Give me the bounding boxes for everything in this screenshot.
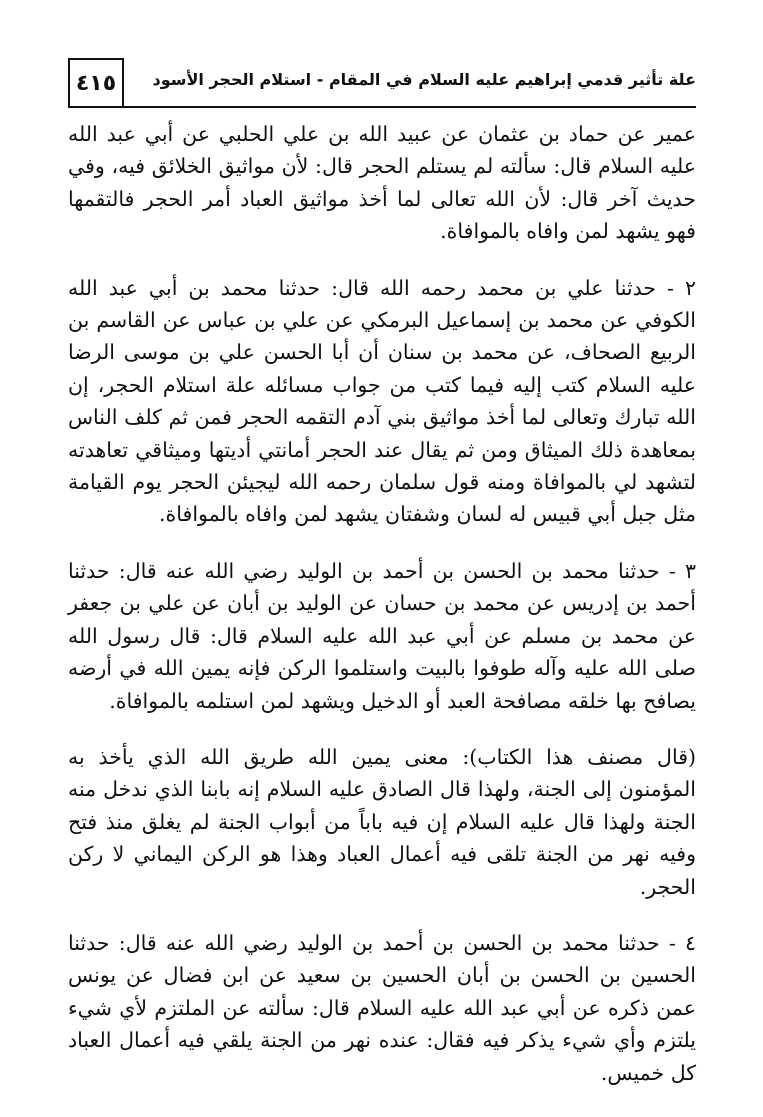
paragraph-1: عمير عن حماد بن عثمان عن عبيد الله بن علي الحلبي عن أبي عبد الله عليه السلام قال: سألته لم يستلم الحجر قال: لأن مواثيق الخلائق فيه، وفي حديث آخر قال: لأن الله تعالى لما أخذ مواثيق العباد أمر الحجر فالتقمها فهو يشهد لمن وافاه بالموافاة.	[68, 122, 696, 244]
paragraph-4: (قال مصنف هذا الكتاب): معنى يمين الله طريق الله الذي يأخذ به المؤمنون إلى الجنة، ولهذا قال الصادق عليه السلام إنه بابنا الذي ندخل منه الجنة ولهذا قال عليه السلام إن فيه باباً من أبواب الجنة لم يغلق منذ فتح وفيه نهر من الجنة تلقى فيه أعمال العباد وهذا هو الركن اليماني لا ركن الحجر.	[68, 744, 696, 899]
paragraph-3: ٣ - حدثنا محمد بن الحسن بن أحمد بن الوليد رضي الله عنه قال: حدثنا أحمد بن إدريس عن محمد بن حسان عن الوليد بن أبان عن علي بن جعفر عن محمد بن مسلم عن أبي عبد الله عليه السلام قال: قال رسول الله صلى الله عليه وآله طوفوا بالبيت واستلموا الركن فإنه يمين الله في أرضه يصافح بها خلقه مصافحة العبد أو الدخيل ويشهد لمن استلمه بالموافاة.	[68, 558, 696, 713]
page-number: ٤١٥	[68, 58, 124, 106]
paragraph-2: ٢ - حدثنا علي بن محمد رحمه الله قال: حدثنا محمد بن أبي عبد الله الكوفي عن محمد بن إسماعيل البرمكي عن علي بن عباس عن القاسم بن الربيع الصحاف، عن محمد بن سنان أن أبا الحسن علي بن موسى الرضا عليه السلام كتب إليه فيما كتب من جواب مسائله علة استلام الحجر، إن الله تبارك وتعالى لما أخذ مواثيق بني آدم التقمه الحجر فمن ثم كلف الناس بمعاهدة ذلك الميثاق ومن ثم يقال عند الحجر أمانتي أديتها وميثاقي تعاهدته لتشهد لي بالموافاة ومنه قول سلمان رحمه الله ليجيئن الحجر يوم القيامة مثل جبل أبي قبيس له لسان وشفتان يشهد لمن وافاه بالموافاة.	[68, 275, 696, 527]
page-header	[68, 58, 696, 108]
page-body	[68, 118, 696, 1089]
paragraph-5: ٤ - حدثنا محمد بن الحسن بن أحمد بن الوليد رضي الله عنه قال: حدثنا الحسين بن الحسن بن أبان الحسين بن سعيد عن ابن فضال عن يونس عمن ذكره عن أبي عبد الله عليه السلام قال: سألته عن الملتزم لأي شيء يلتزم وأي شيء يذكر فيه فقال: عنده نهر من الجنة يلقي فيه أعمال العباد كل خميس.	[68, 930, 696, 1085]
running-head: علة تأثير قدمي إبراهيم عليه السلام في المقام - استلام الحجر الأسود	[152, 70, 696, 89]
